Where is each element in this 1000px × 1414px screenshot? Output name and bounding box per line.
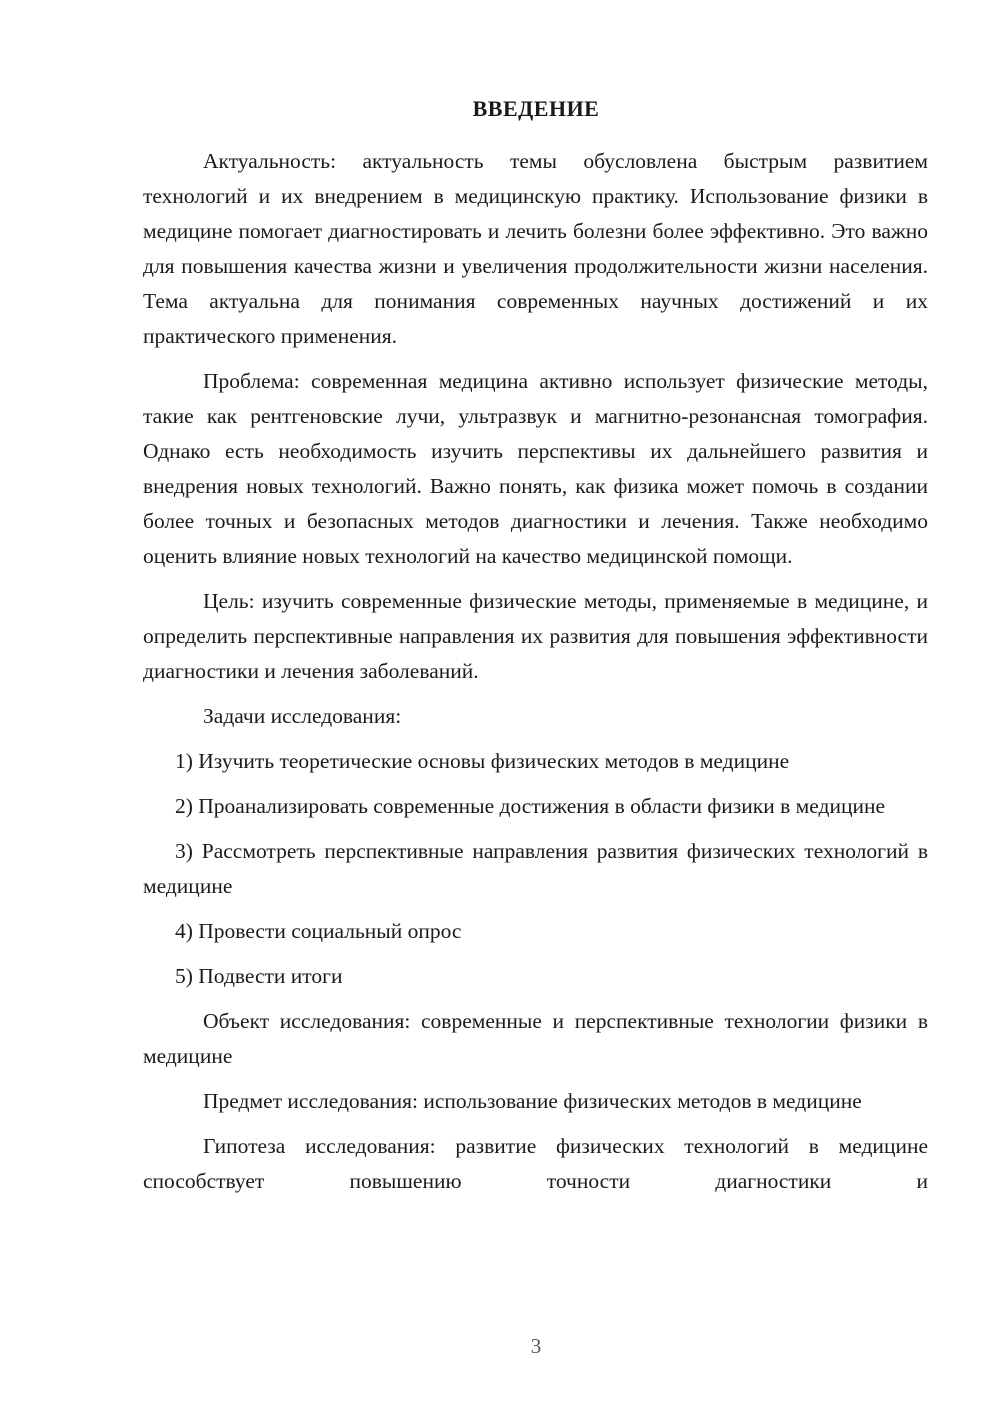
problem-paragraph: Проблема: современная медицина активно использует физические методы, такие как рентгеновские лучи, ультразвук и магнитно-резонансная томография. Однако есть необходимость изучить перспективы их дальнейшего развития и внедрения новых технологий. Важно понять, как физика может помочь в создании более точных и безопасных методов диагностики и лечения. Также необходимо оценить влияние новых технологий на качество медицинской помощи. <box>143 369 928 568</box>
subject-paragraph: Предмет исследования: использование физических методов в медицине <box>203 1089 862 1113</box>
section-title: ВВЕДЕНИЕ <box>472 96 600 121</box>
hypothesis-paragraph: Гипотеза исследования: развитие физических технологий в медицине способствует повышению точности диагностики и <box>143 1134 928 1193</box>
task-item-5: 5) Подвести итоги <box>175 964 343 988</box>
task-item-4: 4) Провести социальный опрос <box>175 919 462 943</box>
tasks-heading: Задачи исследования: <box>203 704 402 728</box>
object-paragraph: Объект исследования: современные и перспективные технологии физики в медицине <box>143 1009 928 1068</box>
task-item-3: 3) Рассмотреть перспективные направления развития физических технологий в медицине <box>143 839 928 898</box>
document-body <box>143 144 928 1199</box>
task-item-1: 1) Изучить теоретические основы физических методов в медицине <box>175 749 790 773</box>
task-item-2: 2) Проанализировать современные достижения в области физики в медицине <box>175 794 886 818</box>
page-number: 3 <box>530 1334 542 1358</box>
relevance-paragraph: Актуальность: актуальность темы обусловлена быстрым развитием технологий и их внедрением в медицинскую практику. Использование физики в медицине помогает диагностировать и лечить болезни более эффективно. Это важно для повышения качества жизни и увеличения продолжительности жизни населения. Тема актуальна для понимания современных научных достижений и их практического применения. <box>143 149 928 348</box>
goal-paragraph: Цель: изучить современные физические методы, применяемые в медицине, и определить перспективные направления их развития для повышения эффективности диагностики и лечения заболеваний. <box>143 589 928 683</box>
